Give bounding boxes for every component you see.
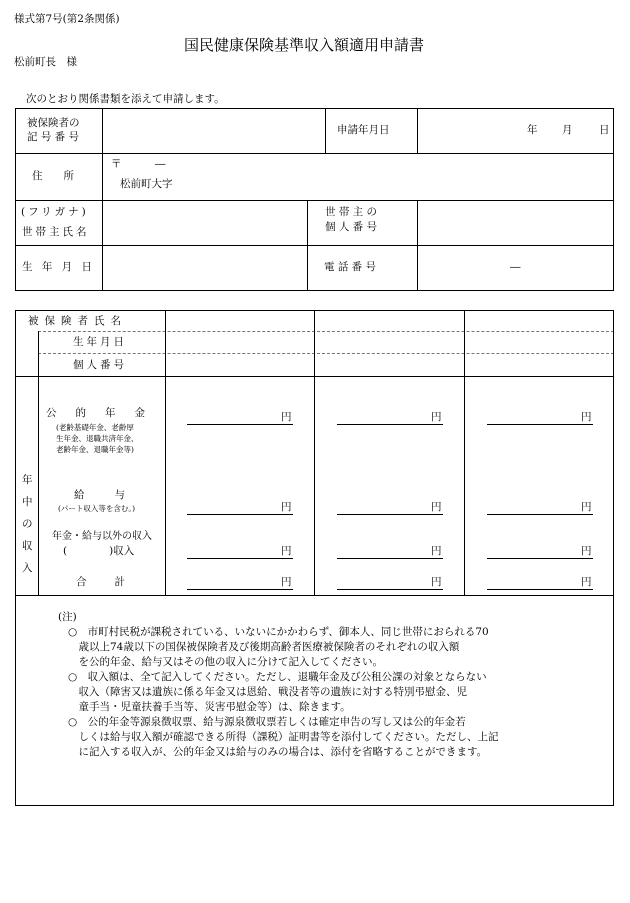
address-field[interactable] [103, 154, 613, 200]
annual-income-char-5: 入 [22, 562, 33, 574]
person1-name-field[interactable] [166, 311, 314, 331]
note-1-line-1: ○ 市町村民税が課税されている、いないにかかわらず、御本人、同じ世帯におられる70 [68, 626, 489, 638]
yen-unit: 円 [281, 576, 292, 588]
total-label: 合計 [76, 576, 153, 588]
pension-note-3: 老齢年金、退職年金等) [56, 445, 134, 454]
date-day-unit: 日 [599, 124, 610, 136]
furigana-label: (フリガナ) [21, 206, 89, 218]
person3-birthdate-field[interactable] [465, 332, 613, 353]
person2-name-field[interactable] [315, 311, 464, 331]
insured-number-field[interactable] [103, 109, 324, 153]
annual-income-char-3: の [22, 518, 33, 530]
person3-total-field[interactable] [487, 576, 593, 590]
note-3-line-1: ○ 公的年金等源泉徴収票、給与源泉徴収票若しくは確定申告の写し又は公的年金若 [68, 716, 466, 728]
date-year-unit: 年 [527, 124, 538, 136]
yen-unit: 円 [281, 501, 292, 513]
person1-pension-field[interactable] [187, 411, 293, 425]
notes-heading: (注) [58, 611, 77, 623]
addressee: 松前町長 様 [14, 56, 77, 68]
person1-birthdate-field[interactable] [166, 332, 314, 353]
address-prefill: 松前町大字 [120, 178, 173, 190]
note-2-line-1: ○ 収入額は、全て記入してください。ただし、退職年金及び公租公課の対象とならない [68, 671, 487, 683]
other-income-label-1: 年金・給与以外の収入 [52, 531, 152, 542]
salary-note: (パート収入等を含む。) [58, 504, 136, 513]
person1-other-income-field[interactable] [187, 545, 293, 559]
address-label: 住 所 [32, 170, 74, 182]
person2-other-income-field[interactable] [337, 545, 443, 559]
yen-unit: 円 [431, 576, 442, 588]
person2-salary-field[interactable] [337, 501, 443, 515]
note-3-line-3: に記入する収入が、公的年金又は給与のみの場合は、添付を省略することができます。 [68, 746, 488, 758]
postal-mark: 〒 [111, 158, 122, 170]
intro-text: 次のとおり関係書類を添えて申請します。 [26, 93, 225, 105]
phone-dash: ― [510, 261, 521, 273]
yen-unit: 円 [431, 501, 442, 513]
person3-salary-field[interactable] [487, 501, 593, 515]
note-1-line-3: を公的年金、給与又はその他の収入に分けて記入してください。 [68, 656, 383, 668]
yen-unit: 円 [431, 545, 442, 557]
household-head-name-field[interactable] [103, 201, 307, 245]
person3-name-field[interactable] [465, 311, 613, 331]
person3-other-income-field[interactable] [487, 545, 593, 559]
note-2-line-2: 収入（障害又は遺族に係る年金又は恩給、戦没者等の遺族に対する特別弔慰金、児 [68, 686, 467, 698]
pension-note-1: (老齢基礎年金、老齢厚 [56, 423, 134, 432]
yen-unit: 円 [281, 411, 292, 423]
person2-total-field[interactable] [337, 576, 443, 590]
head-personal-number-field[interactable] [418, 201, 613, 245]
insured-personal-number-label: 個人番号 [73, 359, 127, 371]
person2-birthdate-field[interactable] [315, 332, 464, 353]
note-2-line-3: 童手当・児童扶養手当等、災害弔慰金等）は、除きます。 [68, 701, 351, 713]
person1-personal-number-field[interactable] [166, 354, 314, 376]
birthdate-field[interactable] [103, 246, 307, 290]
application-date-field[interactable] [418, 109, 613, 153]
pension-note-2: 生年金、退職共済年金、 [56, 434, 139, 443]
person1-salary-field[interactable] [187, 501, 293, 515]
yen-unit: 円 [581, 545, 592, 557]
yen-unit: 円 [281, 545, 292, 557]
annual-income-char-4: 収 [22, 540, 33, 552]
form-number: 様式第7号(第2条関係) [14, 13, 120, 25]
head-name-label: 世帯主氏名 [22, 226, 90, 238]
insured-number-label-1: 被保険者の [27, 117, 80, 129]
person3-personal-number-field[interactable] [465, 354, 613, 376]
annual-income-char-1: 年 [22, 474, 33, 486]
salary-label: 給与 [74, 489, 155, 501]
pension-label: 公的年金 [46, 407, 164, 419]
yen-unit: 円 [581, 576, 592, 588]
head-id-label-2: 個 人 番 号 [325, 221, 378, 233]
insured-name-label: 被保険者氏名 [28, 315, 127, 327]
birthdate-label: 生 年 月 日 [22, 261, 96, 273]
insured-number-label-2: 記 号 番 号 [27, 131, 80, 143]
phone-label: 電 話 番 号 [324, 261, 377, 273]
note-1-line-2: 歳以上74歳以下の国保被保険者及び後期高齢者医療被保険者のそれぞれの収入額 [68, 641, 460, 653]
person1-total-field[interactable] [187, 576, 293, 590]
yen-unit: 円 [581, 411, 592, 423]
insured-birthdate-label: 生年月日 [73, 336, 127, 348]
yen-unit: 円 [431, 411, 442, 423]
annual-income-char-2: 中 [22, 496, 33, 508]
postal-dash: ― [155, 158, 166, 170]
yen-unit: 円 [581, 501, 592, 513]
form-title: 国民健康保険基準収入額適用申請書 [184, 36, 425, 54]
other-income-label-2: ( )収入 [63, 545, 135, 557]
head-id-label-1: 世 帯 主 の [325, 206, 378, 218]
phone-field[interactable] [418, 246, 613, 290]
person3-pension-field[interactable] [487, 411, 593, 425]
application-date-label: 申請年月日 [337, 124, 390, 136]
person2-pension-field[interactable] [337, 411, 443, 425]
person2-personal-number-field[interactable] [315, 354, 464, 376]
note-3-line-2: しくは給与収入額が確認できる所得（課税）証明書等を添付してください。ただし、上記 [68, 731, 499, 743]
date-month-unit: 月 [562, 124, 573, 136]
